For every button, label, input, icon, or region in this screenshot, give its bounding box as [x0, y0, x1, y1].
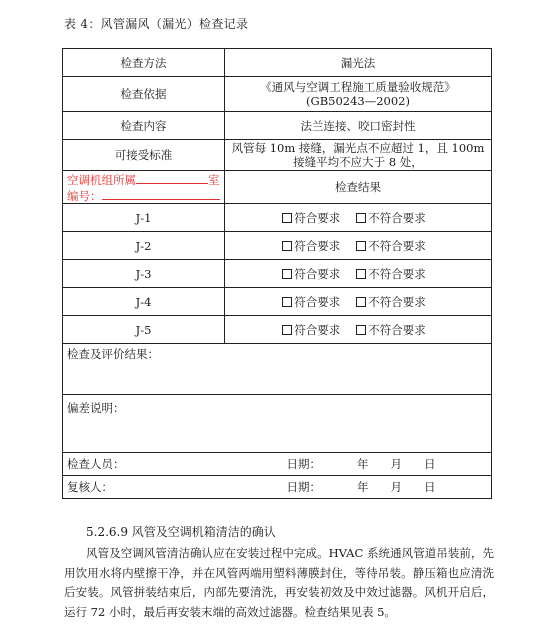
result-label: 检查结果 — [225, 171, 492, 204]
pass-label: 符合要求 — [294, 238, 341, 253]
content-label: 检查内容 — [63, 112, 225, 140]
year-label: 年 — [357, 457, 369, 471]
row-id: J-5 — [63, 316, 225, 344]
reviewer-label: 复核人： — [67, 480, 113, 494]
day-label: 日 — [424, 480, 436, 494]
pass-checkbox[interactable] — [282, 297, 292, 307]
standard-label: 可接受标准 — [63, 140, 225, 171]
result-options — [225, 260, 492, 288]
month-label: 月 — [390, 480, 402, 494]
row-id: J-1 — [63, 204, 225, 232]
table-row — [63, 232, 492, 260]
method-label: 检查方法 — [63, 49, 225, 77]
pass-checkbox[interactable] — [282, 241, 292, 251]
pass-label: 符合要求 — [294, 266, 341, 281]
reviewer-cell[interactable] — [63, 476, 225, 499]
table-row — [63, 77, 492, 112]
fail-checkbox[interactable] — [356, 213, 366, 223]
fail-label: 不符合要求 — [368, 266, 426, 281]
reviewer-date-cell[interactable] — [225, 476, 492, 499]
result-options — [225, 316, 492, 344]
year-label: 年 — [357, 480, 369, 494]
unit-info-cell — [63, 171, 225, 204]
unit-no-prefix: 编号： — [67, 189, 102, 203]
pass-label: 符合要求 — [294, 210, 341, 225]
content-value: 法兰连接、咬口密封性 — [225, 112, 492, 140]
fail-label: 不符合要求 — [368, 210, 426, 225]
table-row — [63, 171, 492, 204]
inspector-date-cell[interactable] — [225, 453, 492, 476]
paragraph-text: 风管及空调风管清洁确认应在安装过程中完成。HVAC 系统通风管道吊装前，先用饮用水将内壁擦干净，并在风管两端用塑料薄膜封住，等待吊装。静压箱也应清洗后安装。风管拼装结束后，内部先要清洗，再安装初效及中效过滤器。风机开启后，运行 72 小时，最后再安装末端的高效过滤器。检查结果见表 5。 — [64, 546, 494, 619]
unit-room-prefix: 空调机组所属 — [67, 173, 136, 187]
fail-checkbox[interactable] — [356, 269, 366, 279]
inspector-cell[interactable] — [63, 453, 225, 476]
table-row — [63, 476, 492, 499]
table-row — [63, 49, 492, 77]
table-row — [63, 453, 492, 476]
table-row — [63, 204, 492, 232]
result-options — [225, 288, 492, 316]
inspection-record-table — [62, 48, 492, 499]
pass-label: 符合要求 — [294, 322, 341, 337]
month-label: 月 — [390, 457, 402, 471]
unit-no-blank[interactable] — [102, 187, 220, 200]
evaluation-label: 检查及评价结果： — [67, 347, 159, 361]
body-paragraph — [64, 544, 494, 622]
result-options — [225, 204, 492, 232]
table-row — [63, 395, 492, 453]
day-label: 日 — [424, 457, 436, 471]
row-id: J-3 — [63, 260, 225, 288]
fail-checkbox[interactable] — [356, 325, 366, 335]
fail-label: 不符合要求 — [368, 238, 426, 253]
table-row — [63, 288, 492, 316]
pass-checkbox[interactable] — [282, 269, 292, 279]
fail-label: 不符合要求 — [368, 294, 426, 309]
basis-label: 检查依据 — [63, 77, 225, 112]
section-title: 5.2.6.9 风管及空调机箱清洁的确认 — [86, 525, 276, 539]
table-row — [63, 140, 492, 171]
date-label: 日期： — [286, 480, 321, 494]
result-options — [225, 232, 492, 260]
date-label: 日期： — [286, 457, 321, 471]
fail-checkbox[interactable] — [356, 241, 366, 251]
table-row — [63, 316, 492, 344]
table-row — [63, 260, 492, 288]
deviation-cell[interactable] — [63, 395, 492, 453]
pass-checkbox[interactable] — [282, 213, 292, 223]
evaluation-cell[interactable] — [63, 344, 492, 395]
basis-value: 《通风与空调工程施工质量验收规范》(GB50243—2002) — [225, 77, 492, 112]
table-caption: 表 4：风管漏风（漏光）检查记录 — [64, 17, 249, 31]
inspector-label: 检查人员： — [67, 457, 125, 471]
pass-checkbox[interactable] — [282, 325, 292, 335]
fail-checkbox[interactable] — [356, 297, 366, 307]
pass-label: 符合要求 — [294, 294, 341, 309]
unit-room-blank[interactable] — [136, 171, 208, 184]
table-row — [63, 112, 492, 140]
method-value: 漏光法 — [225, 49, 492, 77]
deviation-label: 偏差说明： — [67, 401, 125, 415]
row-id: J-4 — [63, 288, 225, 316]
row-id: J-2 — [63, 232, 225, 260]
table-row — [63, 344, 492, 395]
standard-value: 风管每 10m 接缝，漏光点不应超过 1，且 100m 接缝平均不应大于 8 处， — [225, 140, 492, 171]
fail-label: 不符合要求 — [368, 322, 426, 337]
unit-room-suffix: 室 — [208, 173, 220, 187]
